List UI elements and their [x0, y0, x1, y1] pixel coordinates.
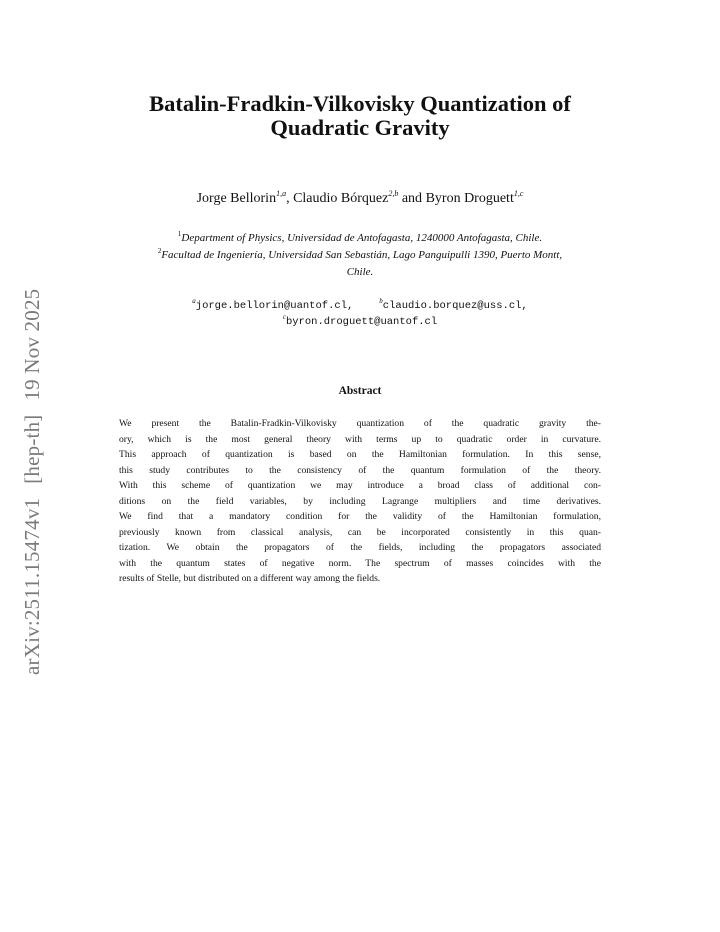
arxiv-id: arXiv:2511.15474v1 — [20, 497, 44, 675]
abstract-line: tization. We obtain the propagators of the fields, including the propagators associated — [119, 542, 601, 553]
abstract-heading: Abstract — [338, 385, 382, 397]
arxiv-side-stamp — [20, 275, 45, 675]
author-mark: 1,c — [513, 189, 524, 198]
author-list — [80, 191, 640, 207]
affiliation-2-continued — [80, 264, 640, 281]
email-line-1 — [80, 298, 640, 314]
affiliation-text: Department of Physics, Universidad de Antofagasta, 1240000 Antofagasta, Chile. — [181, 232, 543, 244]
abstract-line: previously known from classical analysis, can be incorporated consistently in this quan- — [119, 526, 601, 538]
email-mark: c — [282, 313, 286, 321]
author-name: Jorge Bellorin — [196, 191, 277, 206]
affiliation-text: Facultad de Ingeniería, Universidad San Sebastián, Lago Panguipulli 1390, Puerto Montt, — [161, 249, 563, 261]
affiliation-list — [80, 230, 640, 281]
abstract-body — [119, 416, 601, 587]
abstract-line: this study contributes to the consistency of the quantum formulation of the theory. — [119, 464, 601, 476]
author-separator: and — [398, 191, 426, 206]
abstract-line: This approach of quantization is based on the Hamiltonian formulation. In this sense, — [119, 449, 601, 460]
title-line-2: Quadratic Gravity — [270, 115, 450, 140]
author-name: Claudio Bórquez — [293, 191, 389, 206]
email-address-link[interactable]: claudio.borquez@uss.cl, — [382, 300, 528, 312]
email-line-2 — [80, 314, 640, 330]
abstract-line: We find that a mandatory condition for the validity of the Hamiltonian formulation, — [119, 511, 601, 522]
affiliation-2 — [80, 247, 640, 264]
email-mark: a — [192, 297, 196, 305]
abstract-line: We present the Batalin-Fradkin-Vilkovisky quantization of the quadratic gravity the- — [119, 418, 601, 429]
affiliation-mark: 2 — [157, 247, 162, 255]
email-list — [80, 298, 640, 330]
abstract-line: With this scheme of quantization we may introduce a broad class of additional con- — [119, 480, 601, 491]
email-mark: b — [379, 297, 383, 305]
title-line-1: Batalin-Fradkin-Vilkovisky Quantization of — [149, 91, 571, 116]
author-mark: 2,b — [388, 189, 399, 198]
affiliation-text: Chile. — [346, 266, 374, 278]
abstract-line: with the quantum states of negative norm. The spectrum of masses coincides with the — [119, 557, 601, 569]
arxiv-date: 19 Nov 2025 — [20, 288, 44, 401]
affiliation-mark: 1 — [177, 230, 182, 238]
author-separator: , — [286, 191, 294, 206]
email-address-link[interactable]: byron.droguett@uantof.cl — [285, 316, 438, 328]
email-address-link[interactable]: jorge.bellorin@uantof.cl, — [195, 300, 354, 312]
abstract-line: results of Stelle, but distributed on a different way among the fields. — [119, 573, 381, 584]
abstract-line: ditions on the field variables, by including Lagrange multipliers and time derivatives. — [119, 495, 601, 507]
paper-title — [80, 92, 640, 140]
author-name: Byron Droguett — [425, 191, 514, 206]
abstract-line: ory, which is the most general theory with terms up to quadratic order in curvature. — [119, 433, 601, 445]
author-mark: 1,a — [276, 189, 287, 198]
affiliation-1 — [80, 230, 640, 247]
arxiv-category: [hep-th] — [20, 414, 44, 484]
